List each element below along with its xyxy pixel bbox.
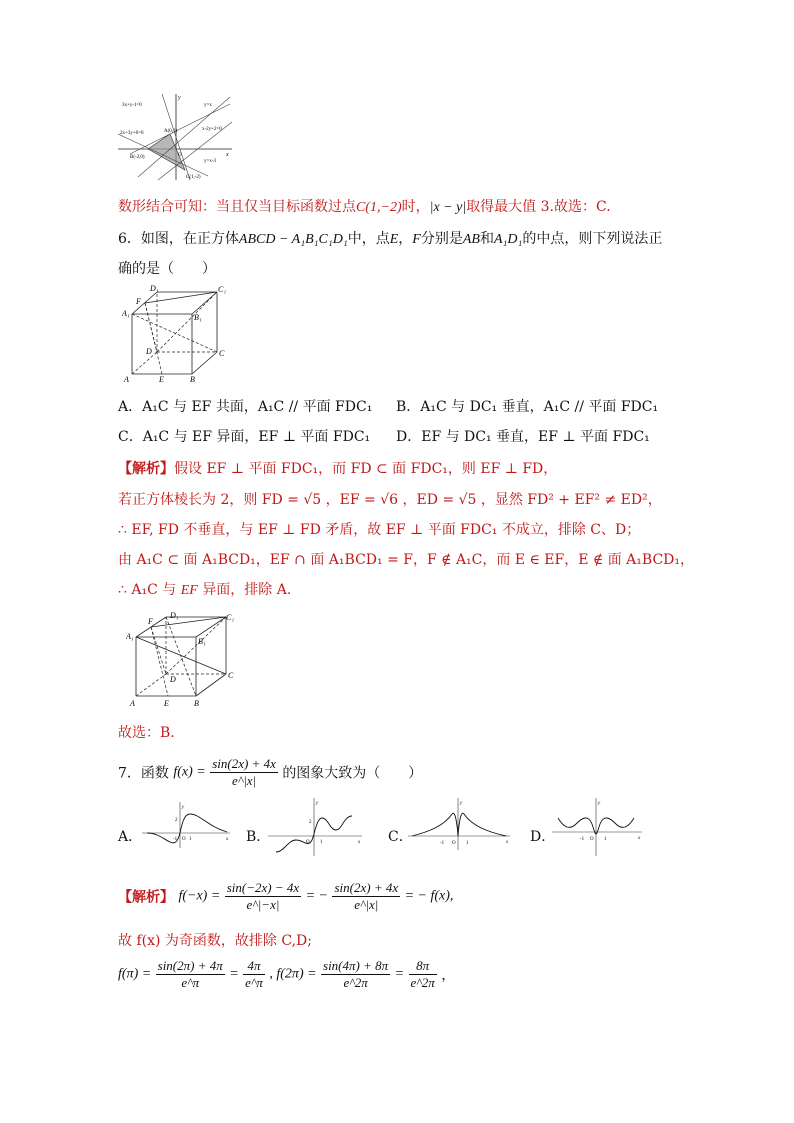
q5-label-l3: x-2y+2=0 [202, 127, 222, 132]
cube2-label-f: F [148, 617, 153, 626]
q7-fx: f(x) = [173, 764, 206, 780]
q7-sol1-frac2 [332, 880, 400, 913]
qa-neg1: -1 [173, 837, 178, 842]
cube1-label-a1: A₁ [122, 309, 130, 318]
q6-stem-b: 中，点 [347, 231, 390, 247]
cube1-label-a: A [124, 375, 129, 384]
q7-sol3-d1: e^π [181, 975, 200, 990]
q7-sol3-frac1 [156, 958, 225, 991]
q7-sol3-end: ， [441, 967, 456, 984]
qb-two: 2 [309, 820, 312, 825]
q7-solution-tag: 【解析】 [118, 889, 174, 906]
q5-axis-origin: O [178, 153, 182, 158]
cube1-label-d1: D₁ [150, 284, 159, 293]
q5-expr: |x − y| [429, 200, 467, 215]
qb-one: 1 [320, 840, 323, 845]
q7-option-c-graph[interactable] [408, 796, 512, 852]
qd-one: 1 [604, 837, 607, 842]
cube2-label-c1: C₁ [226, 613, 235, 622]
q6-solution-line5 [118, 579, 291, 599]
q6-and: 和 [479, 231, 494, 247]
q7-stem [118, 756, 422, 789]
q6-point-e: E [389, 232, 399, 247]
qa-two: 2 [175, 818, 178, 823]
q7-frac-num: sin(2x) + 4x [212, 756, 276, 771]
q6-stem-d: 的中点，则下列说法正 [522, 231, 663, 247]
q7-sol1-num2: sin(2x) + 4x [334, 880, 399, 895]
q7-solution-line1 [118, 880, 453, 913]
q7-frac-den: e^|x| [231, 773, 257, 788]
cube1-label-b1: B₁ [194, 313, 202, 322]
q7-sol3-d2: e^π [245, 975, 263, 990]
q7-sol1-den1: e^|−x| [246, 897, 280, 912]
q7-option-a-label[interactable]: A． [118, 829, 143, 845]
qd-o: O [590, 837, 594, 842]
q6-sol5-c: 异面，排除 A. [197, 582, 292, 598]
cube2-label-d: D [170, 675, 176, 684]
cube2-label-d1: D₁ [170, 612, 179, 620]
q5-conclusion-prefix: 数形结合可知：当且仅当目标函数过点 [118, 199, 356, 215]
q5-conclusion-mid: 时， [401, 199, 430, 215]
qd-y: y [598, 801, 601, 806]
cube2-label-c: C [228, 671, 234, 680]
q6-solution-line4: 由 A₁C ⊂ 面 A₁BCD₁，EF ∩ 面 A₁BCD₁ = F，F ∉ A₁C，而 E ∈ EF，E ∉ 面 A₁BCD₁， [118, 552, 694, 568]
cube1-label-c: C [219, 349, 225, 358]
qa-y: y [182, 805, 185, 810]
q5-label-l5: y=x-3 [204, 159, 216, 164]
cube2-label-b1: B₁ [198, 637, 206, 646]
q6-option-b[interactable]: B．A₁C 与 DC₁ 垂直，A₁C // 平面 FDC₁ [396, 399, 659, 415]
q6-stem-line2: 确的是（ ） [118, 261, 216, 277]
q6-point-f: F [412, 232, 421, 247]
qd-neg1: -1 [580, 837, 585, 842]
q5-region-figure [118, 92, 234, 182]
q6-solution-line1 [118, 458, 557, 478]
q5-label-pc: C(1,-2) [186, 175, 201, 180]
q7-sol3-frac2 [243, 958, 265, 991]
q5-conclusion-suffix: 取得最大值 3.故选：C. [466, 199, 611, 215]
cube1-label-c1: C₁ [218, 285, 227, 294]
q6-option-d[interactable]: D．EF 与 DC₁ 垂直，EF ⊥ 平面 FDC₁ [396, 429, 650, 445]
q6-solution-cube-figure [126, 612, 241, 708]
cube2-label-e: E [164, 699, 169, 708]
q7-sol3-d4: e^2π [410, 975, 435, 990]
q6-answer: 故选：B. [118, 725, 175, 741]
q7-stem-b: 的图象大致为（ ） [282, 765, 423, 782]
qb-y: y [316, 801, 319, 806]
q7-option-c-label[interactable]: C． [388, 829, 413, 845]
q5-axis-x: x [226, 152, 229, 158]
q5-label-l1: 3x+y-1=0 [122, 103, 142, 108]
qa-one: 1 [189, 837, 192, 842]
q7-sol3-frac4 [409, 958, 437, 991]
q7-sol1-den2: e^|x| [354, 897, 379, 912]
q5-label-pb: B(-2,0) [130, 155, 145, 160]
qb-o: O [306, 840, 310, 845]
q7-stem-a: 7．函数 [118, 765, 169, 782]
q7-sol1-rhs: = − f(x), [404, 888, 454, 904]
q7-sol3-eq1: = [229, 966, 239, 982]
q6-sol5-a: ∴ A₁C 与 [118, 582, 181, 598]
cube1-label-e: E [159, 375, 164, 384]
q7-option-a-graph[interactable] [142, 800, 232, 850]
cube2-label-a1: A₁ [126, 632, 134, 641]
q7-sol3-d3: e^2π [343, 975, 368, 990]
q7-fraction [210, 756, 278, 789]
q7-sol3-eq2: = [394, 966, 405, 982]
qa-x: x [226, 837, 229, 842]
q5-label-pa: A(0,1) [164, 129, 178, 134]
qc-one: 1 [466, 841, 469, 846]
q6-stem-a: 6．如图，在正方体 [118, 231, 239, 247]
q7-sol3-frac3 [321, 958, 390, 991]
q6-cube-name: ABCD − A₁B₁C₁D₁ [238, 232, 348, 247]
q7-sol1-eq: = − [305, 888, 329, 904]
q6-option-c[interactable]: C．A₁C 与 EF 异面，EF ⊥ 平面 FDC₁ [118, 429, 371, 445]
q6-stem-line1 [118, 228, 662, 248]
q7-sol1-num1: sin(−2x) − 4x [226, 880, 300, 895]
q7-solution-line2: 故 f(x) 为奇函数，故排除 C,D; [118, 933, 312, 949]
q6-stem-c: 分别是 [420, 231, 463, 247]
cube1-label-d: D [146, 347, 152, 356]
q7-sol3-b: , f(2π) = [269, 966, 317, 982]
q7-sol3-a: f(π) = [118, 966, 152, 982]
cube2-label-a: A [130, 699, 135, 708]
q7-sol3-n1: sin(2π) + 4π [157, 958, 223, 973]
qc-y: y [460, 801, 463, 806]
q7-option-d-label[interactable]: D． [530, 829, 556, 845]
q6-edge-ab: AB [462, 232, 480, 247]
qa-o: O [182, 837, 186, 842]
q6-cube-figure [122, 284, 232, 386]
q6-solution-tag: 【解析】 [118, 461, 174, 477]
q5-axis-y: y [178, 95, 181, 101]
q5-point: C(1,−2) [356, 200, 402, 215]
qb-x: x [358, 840, 361, 845]
q7-sol3-n3: sin(4π) + 8π [323, 958, 389, 973]
q7-sol3-n2: 4π [243, 958, 265, 975]
q6-solution-line3: ∴ EF, FD 不垂直，与 EF ⊥ FD 矛盾，故 EF ⊥ 平面 FDC₁ 不成立，排除 C、D； [118, 522, 641, 538]
q7-sol3-n4: 8π [409, 958, 437, 975]
cube2-label-b: B [194, 699, 199, 708]
qc-x: x [506, 840, 509, 845]
qd-x: x [638, 836, 641, 841]
cube1-label-f: F [136, 297, 141, 306]
q7-sol1-frac1 [225, 880, 301, 913]
q6-solution-text1: 假设 EF ⊥ 平面 FDC₁，而 FD ⊂ 面 FDC₁，则 EF ⊥ FD， [174, 461, 558, 477]
q7-option-b-label[interactable]: B． [246, 829, 271, 845]
q5-label-l4: 2x+3y+6=0 [120, 131, 144, 136]
q7-solution-line3 [118, 958, 455, 991]
q7-option-d-graph[interactable] [552, 796, 644, 858]
qc-o: O [452, 841, 456, 846]
qc-neg1: -1 [440, 841, 445, 846]
q6-option-a[interactable]: A．A₁C 与 EF 共面，A₁C // 平面 FDC₁ [118, 399, 373, 415]
q6-sol5-b: EF [180, 583, 198, 598]
q7-sol1-lhs: f(−x) = [178, 888, 221, 904]
q6-comma: ， [398, 231, 413, 247]
q7-option-b-graph[interactable] [268, 796, 364, 858]
q6-edge-a1d1: A₁D₁ [493, 232, 523, 247]
cube1-label-b: B [190, 375, 195, 384]
q5-label-l2: y=x [204, 103, 212, 108]
q5-conclusion [118, 196, 611, 216]
q6-solution-line2: 若正方体棱长为 2，则 FD = √5 ，EF = √6 ，ED = √5 ，显然 FD² + EF² ≠ ED²， [118, 492, 662, 508]
